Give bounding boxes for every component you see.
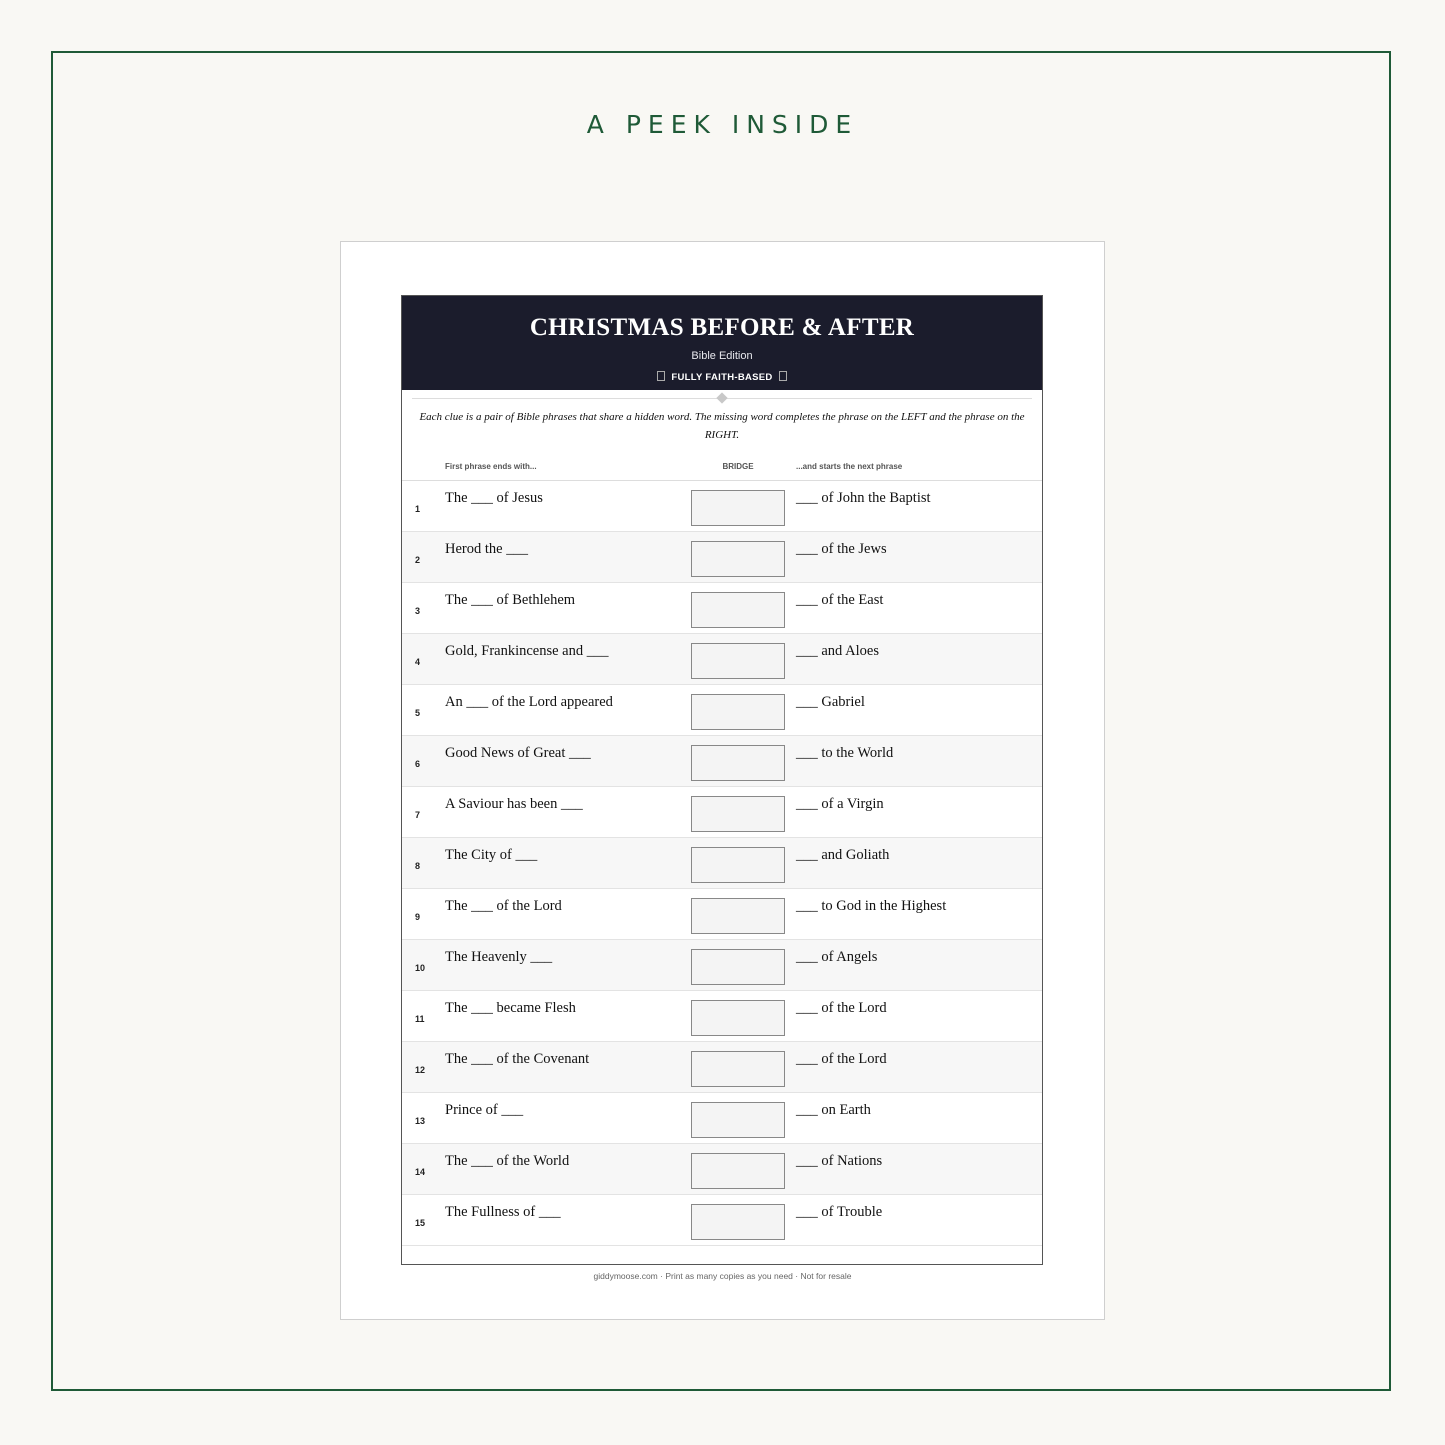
- clue-number: 15: [415, 1218, 426, 1228]
- worksheet-banner: [402, 296, 1042, 390]
- clue-number: 4: [415, 657, 421, 667]
- bridge-answer-box[interactable]: [691, 1000, 785, 1036]
- bridge-answer-box[interactable]: [691, 898, 785, 934]
- clue-left-phrase: An ___ of the Lord appeared: [445, 694, 613, 710]
- bridge-answer-box[interactable]: [691, 949, 785, 985]
- clue-left-phrase: The Fullness of ___: [445, 1204, 561, 1220]
- column-header-bridge: BRIDGE: [722, 462, 754, 471]
- clue-right-phrase: ___ and Goliath: [796, 847, 890, 863]
- clue-right-phrase: ___ of the Lord: [796, 1000, 887, 1016]
- bridge-answer-box[interactable]: [691, 1153, 785, 1189]
- ornament-divider: [402, 390, 1042, 406]
- badge-right-icon: [779, 371, 787, 381]
- clue-left-phrase: The ___ became Flesh: [445, 1000, 576, 1016]
- bridge-answer-box[interactable]: [691, 796, 785, 832]
- page-headline: A PEEK INSIDE: [586, 110, 859, 139]
- clue-row: [402, 1042, 1042, 1093]
- clue-left-phrase: The ___ of Jesus: [445, 490, 543, 506]
- clue-list: [402, 481, 1042, 1246]
- worksheet: [401, 295, 1043, 1265]
- bridge-answer-box[interactable]: [691, 541, 785, 577]
- clue-number: 3: [415, 606, 421, 616]
- clue-left-phrase: The ___ of Bethlehem: [445, 592, 576, 608]
- clue-left-phrase: The City of ___: [445, 847, 538, 863]
- clue-row: [402, 1195, 1042, 1246]
- diamond-icon: [716, 392, 727, 403]
- bridge-answer-box[interactable]: [691, 1204, 785, 1240]
- clue-right-phrase: ___ of a Virgin: [796, 796, 884, 812]
- clue-right-phrase: ___ of the East: [796, 592, 884, 608]
- clue-number: 2: [415, 555, 421, 565]
- bridge-answer-box[interactable]: [691, 694, 785, 730]
- clue-right-phrase: ___ of Trouble: [796, 1204, 883, 1220]
- clue-right-phrase: ___ of the Jews: [796, 541, 887, 557]
- clue-left-phrase: The Heavenly ___: [445, 949, 553, 965]
- column-headers: [402, 458, 1042, 481]
- footer-note: giddymoose.com · Print as many copies as you need · Not for resale: [593, 1271, 852, 1281]
- badge-left-icon: [657, 371, 665, 381]
- clue-number: 5: [415, 708, 421, 718]
- clue-left-phrase: Prince of ___: [445, 1102, 524, 1118]
- clue-right-phrase: ___ of John the Baptist: [796, 490, 931, 506]
- worksheet-subtitle: Bible Edition: [691, 350, 753, 362]
- clue-right-phrase: ___ to the World: [796, 745, 894, 761]
- clue-right-phrase: ___ of Nations: [796, 1153, 883, 1169]
- column-header-left: First phrase ends with...: [445, 462, 537, 471]
- clue-row: [402, 532, 1042, 583]
- column-header-right: ...and starts the next phrase: [796, 462, 903, 471]
- clue-left-phrase: The ___ of the World: [445, 1153, 570, 1169]
- clue-row: [402, 889, 1042, 940]
- clue-number: 13: [415, 1116, 426, 1126]
- clue-left-phrase: Gold, Frankincense and ___: [445, 643, 609, 659]
- clue-right-phrase: ___ and Aloes: [796, 643, 879, 659]
- clue-row: [402, 736, 1042, 787]
- clue-row: [402, 787, 1042, 838]
- worksheet-title: CHRISTMAS BEFORE & AFTER: [529, 314, 915, 341]
- clue-number: 10: [415, 963, 426, 973]
- clue-number: 1: [415, 504, 421, 514]
- bridge-answer-box[interactable]: [691, 847, 785, 883]
- clue-number: 12: [415, 1065, 426, 1075]
- clue-right-phrase: ___ to God in the Highest: [796, 898, 947, 914]
- bridge-answer-box[interactable]: [691, 1051, 785, 1087]
- clue-row: [402, 838, 1042, 889]
- clue-row: [402, 583, 1042, 634]
- clue-number: 7: [415, 810, 421, 820]
- clue-left-phrase: Good News of Great ___: [445, 745, 591, 761]
- clue-left-phrase: The ___ of the Covenant: [445, 1051, 590, 1067]
- clue-row: [402, 481, 1042, 532]
- clue-row: [402, 940, 1042, 991]
- clue-left-phrase: Herod the ___: [445, 541, 528, 557]
- bridge-answer-box[interactable]: [691, 592, 785, 628]
- bridge-answer-box[interactable]: [691, 643, 785, 679]
- clue-left-phrase: A Saviour has been ___: [445, 796, 583, 812]
- clue-right-phrase: ___ on Earth: [796, 1102, 871, 1118]
- clue-number: 8: [415, 861, 421, 871]
- bridge-answer-box[interactable]: [691, 490, 785, 526]
- clue-right-phrase: ___ of the Lord: [796, 1051, 887, 1067]
- clue-row: [402, 991, 1042, 1042]
- clue-row: [402, 1144, 1042, 1195]
- faith-badge-label: FULLY FAITH-BASED: [671, 372, 773, 383]
- clue-right-phrase: ___ of Angels: [796, 949, 878, 965]
- clue-left-phrase: The ___ of the Lord: [445, 898, 562, 914]
- clue-row: [402, 685, 1042, 736]
- clue-number: 9: [415, 912, 421, 922]
- faith-badge: [402, 371, 1042, 384]
- clue-right-phrase: ___ Gabriel: [796, 694, 865, 710]
- bridge-answer-box[interactable]: [691, 745, 785, 781]
- clue-number: 6: [415, 759, 421, 769]
- bridge-answer-box[interactable]: [691, 1102, 785, 1138]
- instructions-text: Each clue is a pair of Bible phrases that share a hidden word. The missing word completes the phrase on the LEFT and the phrase on the RIGHT.: [419, 411, 1025, 441]
- clue-number: 11: [415, 1014, 425, 1024]
- clue-number: 14: [415, 1167, 426, 1177]
- clue-row: [402, 634, 1042, 685]
- clue-row: [402, 1093, 1042, 1144]
